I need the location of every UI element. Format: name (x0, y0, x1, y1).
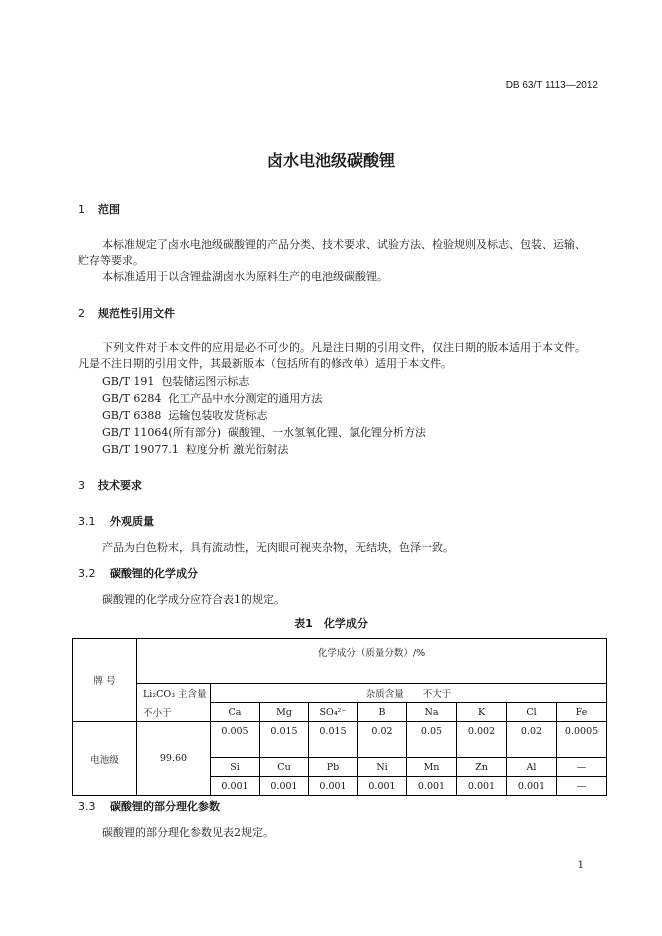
element-header: K (457, 703, 507, 722)
element-header: Fe (557, 703, 607, 722)
section-2-heading (78, 305, 175, 321)
section-3-3-heading (78, 798, 220, 814)
section-number: 2 (78, 307, 85, 320)
section-title: 范围 (98, 203, 120, 216)
section-3-3-paragraph: 碳酸锂的部分理化参数见表2规定。 (102, 826, 274, 839)
section-title: 规范性引用文件 (98, 307, 175, 320)
document-code: DB 63/T 1113—2012 (505, 80, 598, 91)
section-number: 3 (78, 479, 85, 492)
element-header: B (358, 703, 407, 722)
reference-item (102, 390, 322, 406)
impurity-value: 0.001 (309, 777, 358, 796)
impurity-value: — (557, 777, 607, 796)
element-header: Pb (309, 758, 358, 777)
impurity-value: 0.001 (507, 777, 557, 796)
reference-code: GB/T 6388 (102, 409, 162, 422)
impurity-label: 杂质含量 不大于 (211, 684, 607, 703)
reference-title: 运输包装收发货标志 (168, 409, 268, 422)
reference-title: 粒度分析 激光衍射法 (185, 443, 289, 456)
impurity-value: 0.002 (457, 722, 507, 758)
grade-value: 电池级 (73, 722, 137, 796)
grade-header: 牌 号 (73, 639, 137, 722)
section-3-2-heading (78, 565, 198, 581)
reference-item (102, 441, 288, 457)
section-number: 1 (78, 203, 85, 216)
reference-item (102, 407, 267, 423)
chemical-composition-table (72, 638, 607, 796)
impurity-value: 0.05 (407, 722, 457, 758)
element-header: Mn (407, 758, 457, 777)
impurity-value: 0.015 (309, 722, 358, 758)
section-title: 技术要求 (98, 479, 142, 492)
section-1-paragraph-2: 本标准适用于以含锂盐湖卤水为原料生产的电池级碳酸锂。 (102, 270, 388, 283)
element-header: Ca (211, 703, 260, 722)
element-header: Ni (358, 758, 407, 777)
reference-code: GB/T 19077.1 (102, 443, 179, 456)
li2co3-label: Li₂CO₃ 主含量 (137, 684, 211, 703)
section-3-heading (78, 477, 142, 493)
element-header: SO₄²⁻ (309, 703, 358, 722)
reference-code: GB/T 191 (102, 375, 155, 388)
document-title: 卤水电池级碳酸锂 (266, 151, 395, 170)
impurity-value: 0.015 (260, 722, 309, 758)
page-number: 1 (577, 860, 584, 871)
impurity-value: 0.02 (358, 722, 407, 758)
section-number: 3.1 (78, 515, 96, 528)
element-header: Cl (507, 703, 557, 722)
element-header: Mg (260, 703, 309, 722)
impurity-value: 0.005 (211, 722, 260, 758)
reference-title: 包装储运图示标志 (161, 375, 250, 388)
section-2-paragraph-cont: 凡是不注日期的引用文件，其最新版本（包括所有的修改单）适用于本文件。 (78, 357, 452, 370)
section-1-heading (78, 201, 120, 217)
li2co3-value: 99.60 (137, 722, 211, 796)
impurity-value: 0.001 (358, 777, 407, 796)
section-3-2-paragraph: 碳酸锂的化学成分应符合表1的规定。 (102, 593, 285, 606)
impurity-value: 0.02 (507, 722, 557, 758)
section-title: 碳酸锂的化学成分 (110, 567, 198, 580)
reference-item (102, 373, 249, 389)
section-1-paragraph: 本标准规定了卤水电池级碳酸锂的产品分类、技术要求、试验方法、检验规则及标志、包装、运输、 (102, 238, 586, 251)
element-header: Si (211, 758, 260, 777)
section-2-paragraph: 下列文件对于本文件的应用是必不可少的。凡是注日期的引用文件，仅注日期的版本适用于本文件。 (102, 341, 586, 354)
section-title: 外观质量 (110, 515, 154, 528)
table-caption: 表1 化学成分 (294, 617, 368, 630)
impurity-value: 0.001 (407, 777, 457, 796)
section-number: 3.3 (78, 800, 96, 813)
section-title: 碳酸锂的部分理化参数 (110, 800, 220, 813)
section-3-1-paragraph: 产品为白色粉末，具有流动性，无肉眼可视夹杂物，无结块，色泽一致。 (102, 541, 454, 554)
element-header: Cu (260, 758, 309, 777)
impurity-value: 0.001 (457, 777, 507, 796)
element-header: — (557, 758, 607, 777)
reference-title: 化工产品中水分测定的通用方法 (168, 392, 323, 405)
section-number: 3.2 (78, 567, 96, 580)
reference-code: GB/T 11064(所有部分) (102, 426, 221, 439)
element-header: Al (507, 758, 557, 777)
section-3-1-heading (78, 513, 154, 529)
reference-item (102, 424, 426, 440)
li2co3-min-label: 不小于 (137, 703, 211, 722)
impurity-value: 0.001 (211, 777, 260, 796)
impurity-value: 0.001 (260, 777, 309, 796)
reference-title: 碳酸锂、一水氢氧化锂、氯化锂分析方法 (228, 426, 426, 439)
element-header: Na (407, 703, 457, 722)
section-1-paragraph-cont: 贮存等要求。 (78, 254, 144, 267)
composition-header: 化学成分（质量分数）/% (137, 639, 607, 684)
element-header: Zn (457, 758, 507, 777)
reference-code: GB/T 6284 (102, 392, 162, 405)
impurity-value: 0.0005 (557, 722, 607, 758)
